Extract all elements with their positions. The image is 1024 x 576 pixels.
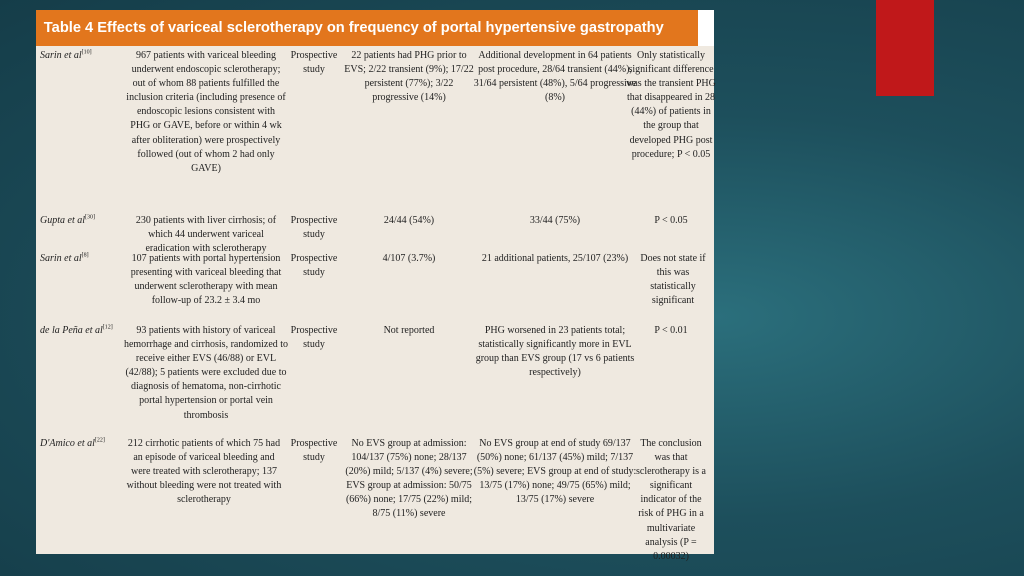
pre-treatment-cell: 4/107 (3.7%) (382, 253, 436, 264)
post-treatment-cell: 21 additional patients, 25/107 (23%) (481, 253, 629, 264)
table-body (36, 46, 716, 562)
pre-treatment-cell: 24/44 (54%) (383, 215, 435, 226)
study-cell: D'Amico et al[22] (40, 437, 105, 449)
population-cell: 93 patients with history of variceal hemorrhage and cirrhosis, randomized to receive either EVS (46/88) or EVL (42/88); 5 patients were excluded due to diagnosis of hematoma, non-cirrhotic portal hypertension or portal vein thrombosis (123, 325, 289, 421)
study-cell: Sarin et al[8] (40, 252, 89, 264)
population-cell: 230 patients with liver cirrhosis; of which 44 underwent variceal eradication with sclerotherapy (135, 215, 277, 255)
population-cell: 107 patients with portal hypertension presenting with variceal bleeding that underwent sclerotherapy with mean follow-up of 23.2 ± 3.4 mo (130, 253, 282, 307)
study-cell: Sarin et al[10] (40, 49, 92, 61)
conclusion-cell: P < 0.01 (654, 325, 688, 336)
design-cell: Prospective study (290, 215, 338, 241)
pre-treatment-cell: No EVS group at admission: 104/137 (75%) none; 28/137 (20%) mild; 5/137 (4%) severe; EVS group at admission: 50/75 (66%) none; 17/75 (22%) mild; 8/75 (11%) severe (345, 438, 473, 520)
design-cell: Prospective study (290, 325, 338, 351)
conclusion-cell: Does not state if this was statistically significant (640, 253, 706, 307)
pre-treatment-cell: Not reported (383, 325, 435, 336)
population-cell: 967 patients with variceal bleeding underwent endoscopic sclerotherapy; out of whom 88 patients fulfilled the inclusion criteria (including presence of endoscopic lesions consistent with PHG or GAVE, before or within 4 wk after obliteration) were prospectively followed (out of whom 2 had only GAVE) (126, 50, 286, 174)
red-accent-bar (876, 0, 934, 96)
design-cell: Prospective study (290, 438, 338, 464)
conclusion-cell: The conclusion was that sclerotherapy is a significant indicator of the risk of PHG in a multivariate analysis (P = 0.00032) (636, 438, 706, 562)
population-cell: 212 cirrhotic patients of which 75 had an episode of variceal bleeding and were treated with sclerotherapy; 137 without bleeding were not treated with sclerotherapy (126, 438, 282, 506)
table-image (36, 10, 716, 562)
conclusion-cell: Only statistically significant difference was the transient PHG that disappeared in 28 (44%) of patients in the group that developed PHG post procedure; P < 0.05 (626, 50, 716, 160)
study-cell: de la Peña et al[12] (40, 324, 113, 336)
conclusion-cell: P < 0.05 (654, 215, 688, 226)
table-title: Table 4 Effects of variceal sclerotherapy on frequency of portal hypertensive gastropathy (36, 10, 698, 46)
post-treatment-cell: No EVS group at end of study 69/137 (50%) none; 61/137 (45%) mild; 7/137 (5%) severe; EVS group at end of study: 13/75 (17%) none; 49/75 (65%) mild; 13/75 (17%) severe (473, 438, 637, 506)
post-treatment-cell: Additional development in 64 patients post procedure, 28/64 transient (44%), 31/64 persistent (48%), 5/64 progressive (8%) (473, 50, 637, 104)
design-cell: Prospective study (290, 253, 338, 279)
study-cell: Gupta et al[30] (40, 214, 95, 226)
post-treatment-cell: 33/44 (75%) (529, 215, 581, 226)
pre-treatment-cell: 22 patients had PHG prior to EVS; 2/22 transient (9%); 17/22 persistent (77%); 3/22 progressive (14%) (344, 50, 474, 104)
post-treatment-cell: PHG worsened in 23 patients total; statistically significantly more in EVL group than EVS group (17 vs 6 patients respectively) (475, 325, 635, 379)
design-cell: Prospective study (290, 50, 338, 76)
